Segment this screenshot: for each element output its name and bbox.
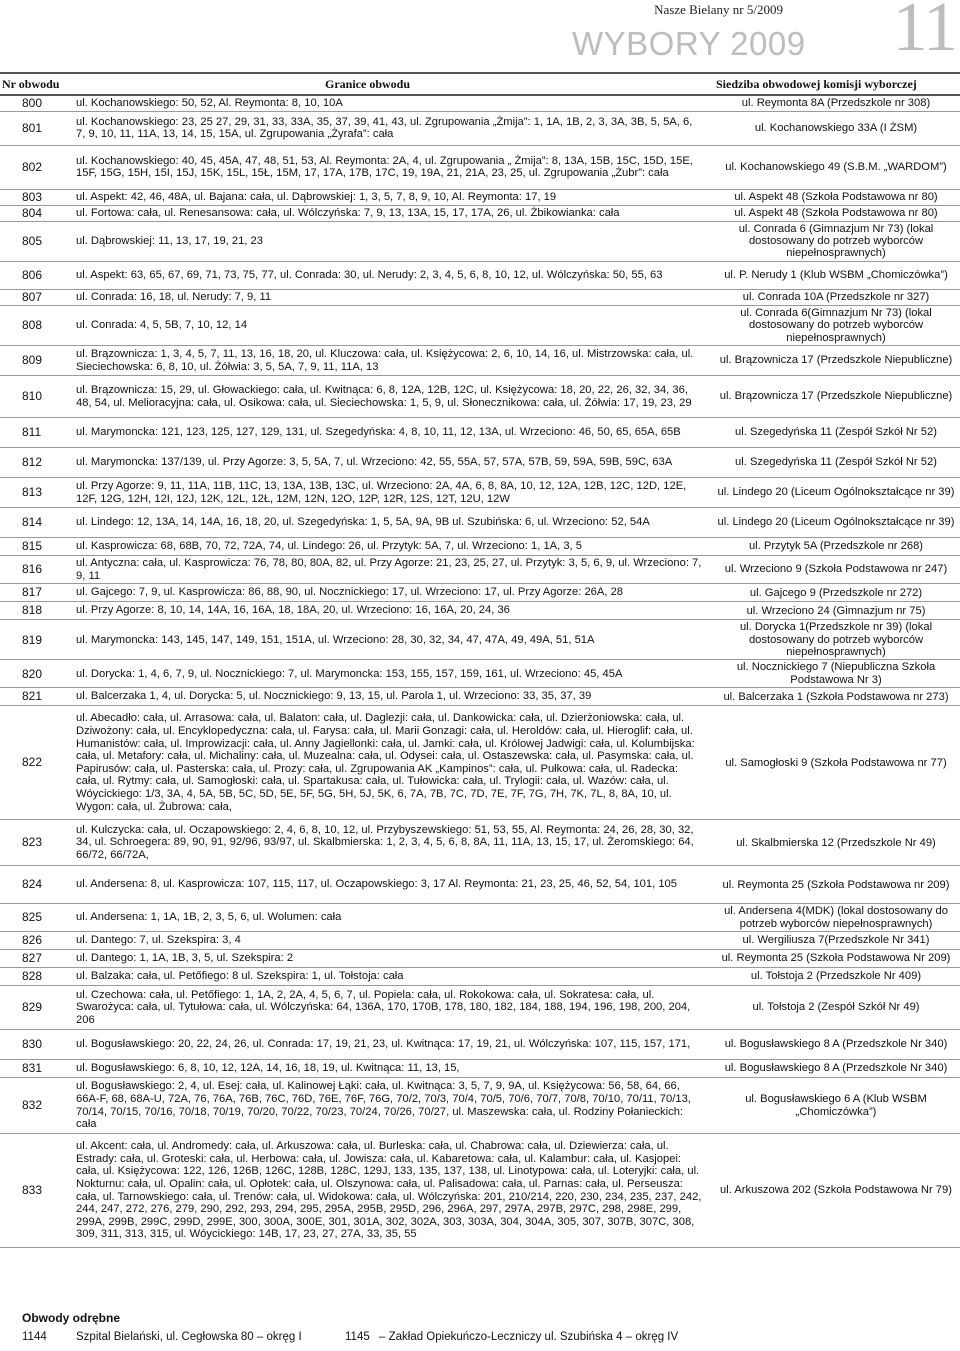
commission-location: ul. Brązownicza 17 (Przedszkole Niepubliczne) [712,346,960,376]
table-row [0,950,960,968]
commission-location: ul. Dorycka 1(Przedszkole nr 39) (lokal dostosowany do potrzeb wyborców niepełnosprawnych) [712,620,960,660]
table-row [0,448,960,478]
district-number: 805 [0,221,70,261]
table-row [0,968,960,986]
commission-location: ul. Nocznickiego 7 (Niepubliczna Szkoła Podstawowa Nr 3) [712,660,960,688]
table-row [0,478,960,508]
district-boundaries: ul. Aspekt: 63, 65, 67, 69, 71, 73, 75, 77, ul. Conrada: 30, ul. Nerudy: 2, 3, 4, 5, 6, 8, 10, 12, ul. Wólczyńska: 50, 55, 63 [70,261,712,289]
district-boundaries: ul. Conrada: 16, 18, ul. Nerudy: 7, 9, 11 [70,289,712,305]
table-row [0,261,960,289]
district-number: 819 [0,620,70,660]
table-row [0,932,960,950]
district-number: 825 [0,904,70,932]
district-number: 806 [0,261,70,289]
table-row [0,538,960,556]
page-number: 11 [892,0,956,66]
commission-location: ul. Reymonta 25 (Szkoła Podstawowa Nr 209) [712,950,960,968]
header-divider [0,72,960,74]
district-number: 814 [0,508,70,538]
table-row [0,189,960,205]
column-header-nr: Nr obwodu [2,77,60,91]
district-number: 824 [0,866,70,904]
table-row [0,820,960,866]
table-row [0,418,960,448]
table-row [0,866,960,904]
district-number: 829 [0,986,70,1030]
district-number: 812 [0,448,70,478]
district-number: 811 [0,418,70,448]
district-boundaries: ul. Brązownicza: 15, 29, ul. Głowackiego: cała, ul. Kwitnąca: 6, 8, 12A, 12B, 12C, ul. Księżycowa: 18, 20, 22, 26, 32, 34, 36, 48, 54, ul. Melioracyjna: cała, ul. Osikowa: cała, ul. Sieciechowska: 1, 5, 9, ul. Słonecznikowa: cała, ul. Żółwia: 17, 19, 23, 29 [70,376,712,418]
district-boundaries: ul. Bogusławskiego: 6, 8, 10, 12, 12A, 14, 16, 18, 19, ul. Kwitnąca: 11, 13, 15, [70,1060,712,1078]
district-boundaries: ul. Brązownicza: 1, 3, 4, 5, 7, 11, 13, 16, 18, 20, ul. Kluczowa: cała, ul. Księżycowa: 2, 6, 10, 14, 16, ul. Mistrzowska: cała, ul. Sieciechowska: 6, 8, 10, ul. Żółwia: 3, 5, 5A, 7, 9, 11, 11A, 13 [70,346,712,376]
commission-location: ul. Conrada 10A (Przedszkole nr 327) [712,289,960,305]
commission-location: ul. Bogusławskiego 6 A (Klub WSBM „Chomiczówka”) [712,1078,960,1134]
table-row [0,508,960,538]
district-boundaries: ul. Kochanowskiego: 50, 52, Al. Reymonta: 8, 10, 10A [70,95,712,111]
commission-location: ul. Andersena 4(MDK) (lokal dostosowany do potrzeb wyborców niepełnosprawnych) [712,904,960,932]
district-number: 813 [0,478,70,508]
commission-location: ul. Brązownicza 17 (Przedszkole Niepubliczne) [712,376,960,418]
district-number: 815 [0,538,70,556]
commission-location: ul. P. Nerudy 1 (Klub WSBM „Chomiczówka”) [712,261,960,289]
district-number: 803 [0,189,70,205]
district-boundaries: ul. Andersena: 1, 1A, 1B, 2, 3, 5, 6, ul. Wolumen: cała [70,904,712,932]
district-boundaries: ul. Kasprowicza: 68, 68B, 70, 72, 72A, 74, ul. Lindego: 26, ul. Przytyk: 5A, 7, ul. Wrzeciono: 1, 1A, 3, 5 [70,538,712,556]
commission-location: ul. Conrada 6 (Gimnazjum Nr 73) (lokal dostosowany do potrzeb wyborców niepełnosprawnych) [712,221,960,261]
district-number: 808 [0,305,70,345]
table-row [0,95,960,111]
table-row [0,289,960,305]
commission-location: ul. Lindego 20 (Liceum Ogólnokształcące nr 39) [712,478,960,508]
district-number: 820 [0,660,70,688]
commission-location: ul. Aspekt 48 (Szkoła Podstawowa nr 80) [712,205,960,221]
district-boundaries: ul. Marymoncka: 137/139, ul. Przy Agorze: 3, 5, 5A, 7, ul. Wrzeciono: 42, 55, 55A, 57, 57A, 57B, 59, 59A, 59B, 59C, 63A [70,448,712,478]
commission-location: ul. Tołstoja 2 (Zespół Szkół Nr 49) [712,986,960,1030]
commission-location: ul. Balcerzaka 1 (Szkoła Podstawowa nr 273) [712,688,960,706]
commission-location: ul. Reymonta 25 (Szkoła Podstawowa nr 209) [712,866,960,904]
district-boundaries: ul. Fortowa: cała, ul. Renesansowa: cała, ul. Wólczyńska: 7, 9, 13, 13A, 15, 17, 17A, 26, ul. Żbikowianka: cała [70,205,712,221]
column-header-siedziba: Siedziba obwodowej komisji wyborczej [716,77,917,91]
district-boundaries: ul. Kochanowskiego: 40, 45, 45A, 47, 48, 51, 53, Al. Reymonta: 2A, 4, ul. Zgrupowania „ Żmija”: 8, 13A, 15B, 15C, 15D, 15E, 15F, 15G, 15H, 15I, 15J, 15K, 15L, 15Ł, 15M, 17, 17A, 17B, 17C, 19, 19A, 21, 21A, 23, 25, ul. Zgrupowania „Żubr”: cała [70,145,712,189]
district-number: 828 [0,968,70,986]
footer-item-text: Szpital Bielański, ul. Cegłowska 80 – okręg I [76,1331,302,1343]
table-row [0,221,960,261]
table-row [0,688,960,706]
district-number: 822 [0,706,70,820]
district-boundaries: ul. Czechowa: cała, ul. Petőfiego: 1, 1A, 2, 2A, 4, 5, 6, 7, ul. Popiela: cała, ul. Rokokowa: cała, ul. Sokratesa: cała, ul. Swarożyca: cała, ul. Tytułowa: cała, ul. Wólczyńska: 64, 136A, 170, 170B, 178, 180, 182, 184, 188, 194, 196, 198, 200, 204, 206 [70,986,712,1030]
table-row [0,305,960,345]
commission-location: ul. Bogusławskiego 8 A (Przedszkole Nr 340) [712,1060,960,1078]
district-number: 818 [0,602,70,620]
commission-location: ul. Przytyk 5A (Przedszkole nr 268) [712,538,960,556]
district-number: 830 [0,1030,70,1060]
district-boundaries: ul. Dantego: 7, ul. Szekspira: 3, 4 [70,932,712,950]
district-boundaries: ul. Antyczna: cała, ul. Kasprowicza: 76, 78, 80, 80A, 82, ul. Przy Agorze: 21, 23, 25, 27, ul. Przytyk: 3, 5, 6, 9, ul. Wrzeciono: 7, 9, 11 [70,556,712,584]
commission-location: ul. Tołstoja 2 (Przedszkole Nr 409) [712,968,960,986]
table-row [0,1060,960,1078]
commission-location: ul. Skalbmierska 12 (Przedszkole Nr 49) [712,820,960,866]
table-row [0,376,960,418]
table-row [0,205,960,221]
district-boundaries: ul. Bogusławskiego: 2, 4, ul. Esej: cała, ul. Kalinowej Łąki: cała, ul. Kwitnąca: 3, 5, 7, 9, 9A, ul. Księżycowa: 56, 58, 64, 66, 66A-F, 68, 68A-U, 72A, 76, 76A, 76B, 76C, 76D, 76E, 76F, 76G, 70/2, 70/3, 70/4, 70/5, 70/6, 70/7, 70/8, 70/10, 70/11, 70/13, 70/14, 70/15, 70/16, 70/18, 70/19, 70/20, 70/22, 70/23, 70/24, 70/26, 70/27, ul. Maszewska: cała, ul. Rodziny Połanieckich: cała [70,1078,712,1134]
district-boundaries: ul. Dąbrowskiej: 11, 13, 17, 19, 21, 23 [70,221,712,261]
commission-location: ul. Szegedyńska 11 (Zespół Szkół Nr 52) [712,418,960,448]
district-number: 801 [0,111,70,145]
district-boundaries: ul. Marymoncka: 121, 123, 125, 127, 129, 131, ul. Szegedyńska: 4, 8, 10, 11, 12, 13A, ul. Wrzeciono: 46, 50, 65, 65A, 65B [70,418,712,448]
commission-location: ul. Kochanowskiego 49 (S.B.M. „WARDOM”) [712,145,960,189]
district-number: 807 [0,289,70,305]
district-boundaries: ul. Kochanowskiego: 23, 25 27, 29, 31, 33, 33A, 35, 37, 39, 41, 43, ul. Zgrupowania „Żmija”: 1, 1A, 1B, 2, 3, 3A, 3B, 5, 5A, 6, 7, 9, 10, 11, 11A, 13, 14, 15, 15A, ul. Zgrupowania „Żyrafa”: cała [70,111,712,145]
district-boundaries: ul. Marymoncka: 143, 145, 147, 149, 151, 151A, ul. Wrzeciono: 28, 30, 32, 34, 47, 47A, 49, 49A, 51, 51A [70,620,712,660]
footer-item-text: – Zakład Opiekuńczo-Leczniczy ul. Szubińska 4 – okręg IV [379,1331,679,1343]
district-boundaries: ul. Przy Agorze: 9, 11, 11A, 11B, 11C, 13, 13A, 13B, 13C, ul. Wrzeciono: 2A, 4A, 6, 8, 8A, 10, 12, 12A, 12B, 12C, 12D, 12E, 12F, 12G, 12H, 12I, 12J, 12K, 12L, 12Ł, 12M, 12N, 12O, 12P, 12R, 12S, 12T, 12U, 12W [70,478,712,508]
table-row [0,706,960,820]
district-number: 833 [0,1134,70,1248]
district-boundaries: ul. Dorycka: 1, 4, 6, 7, 9, ul. Nocznickiego: 7, ul. Marymoncka: 153, 155, 157, 159, 161, ul. Wrzeciono: 45, 45A [70,660,712,688]
table-row [0,1030,960,1060]
footer-item-nr: 1145 [345,1331,370,1343]
district-number: 827 [0,950,70,968]
commission-location: ul. Lindego 20 (Liceum Ogólnokształcące nr 39) [712,508,960,538]
table-row [0,556,960,584]
commission-location: ul. Wrzeciono 24 (Gimnazjum nr 75) [712,602,960,620]
district-boundaries: ul. Balcerzaka 1, 4, ul. Dorycka: 5, ul. Nocznickiego: 9, 13, 15, ul. Parola 1, ul. Wrzeciono: 33, 35, 37, 39 [70,688,712,706]
table-row [0,584,960,602]
district-boundaries: ul. Przy Agorze: 8, 10, 14, 14A, 16, 16A, 18, 18A, 20, ul. Wrzeciono: 16, 16A, 20, 24, 36 [70,602,712,620]
table-row [0,1078,960,1134]
commission-location: ul. Reymonta 8A (Przedszkole nr 308) [712,95,960,111]
district-number: 832 [0,1078,70,1134]
commission-location: ul. Conrada 6(Gimnazjum Nr 73) (lokal dostosowany do potrzeb wyborców niepełnosprawnych) [712,305,960,345]
district-boundaries: ul. Abecadło: cała, ul. Arrasowa: cała, ul. Balaton: cała, ul. Daglezji: cała, ul. Dankowicka: cała, ul. Dzierżoniowska: cała, ul. Dziwożony: cała, ul. Encyklopedyczna: cała, ul. Farysa: cała, ul. Marii Gonzagi: cała, ul. Heroldów: cała, ul. Hieroglif: cała, ul. Humanistów: cała, ul. Improwizacji: cała, ul. Anny Jagiellonki: cała, ul. Jamki: cała, ul. Królowej Jadwigi: cała, ul. Kolumbijska: cała, ul. Metafory: cała, ul. Michaliny: cała, ul. Muzealna: cała, ul. Odysei: cała, ul. Ostaszewska: cała, ul. Pasymska: cała, ul. Papirusów: cała, ul. Pasterska: cała, ul. Prozy: cała, ul. Zgrupowania AK „Kampinos”: cała, ul. Pułkowa: cała, ul. Radecka: cała, ul. Rytmy: cała, ul. Samogłoski: cała, ul. Spartakusa: cała, ul. Tułowicka: cała, ul. Trylogii: cała, ul. Wazów: cała, ul. Wóycickiego: 1/3, 3A, 4, 5A, 5B, 5C, 5D, 5E, 5F, 5G, 5H, 5J, 5K, 6, 7A, 7B, 7C, 7D, 7E, 7F, 7G, 7H, 7K, 7L, 8, 8A, 10, ul. Wygon: cała, ul. Żubrowa: cała, [70,706,712,820]
district-number: 826 [0,932,70,950]
table-row [0,111,960,145]
footer-item-nr: 1144 [22,1331,47,1343]
issue-label: Nasze Bielany nr 5/2009 [654,2,783,17]
district-boundaries: ul. Conrada: 4, 5, 5B, 7, 10, 12, 14 [70,305,712,345]
commission-location: ul. Gajcego 9 (Przedszkole nr 272) [712,584,960,602]
commission-location: ul. Samogłoski 9 (Szkoła Podstawowa nr 77) [712,706,960,820]
district-number: 804 [0,205,70,221]
footer-title: Obwody odrębne [22,1311,121,1325]
table-row [0,145,960,189]
district-number: 831 [0,1060,70,1078]
commission-location: ul. Bogusławskiego 8 A (Przedszkole Nr 340) [712,1030,960,1060]
district-number: 817 [0,584,70,602]
district-boundaries: ul. Bogusławskiego: 20, 22, 24, 26, ul. Conrada: 17, 19, 21, 23, ul. Kwitnąca: 17, 19, 21, ul. Wólczyńska: 107, 115, 157, 171, [70,1030,712,1060]
column-header-granice: Granice obwodu [325,77,411,91]
district-number: 810 [0,376,70,418]
district-boundaries: ul. Kulczycka: cała, ul. Oczapowskiego: 2, 4, 6, 8, 10, 12, ul. Przybyszewskiego: 51, 53, 55, Al. Reymonta: 24, 26, 28, 30, 32, 34, ul. Schroegera: 89, 90, 91, 92/96, 93/97, ul. Skalbmierska: 1, 2, 3, 4, 5, 6, 8, 8A, 11, 11A, 13, 15, 17, ul. Żeromskiego: 64, 66/72, 66/72A, [70,820,712,866]
table-row [0,986,960,1030]
table-row [0,620,960,660]
district-boundaries: ul. Lindego: 12, 13A, 14, 14A, 16, 18, 20, ul. Szegedyńska: 1, 5, 5A, 9A, 9B ul. Szubińska: 6, ul. Wrzeciono: 52, 54A [70,508,712,538]
district-number: 816 [0,556,70,584]
commission-location: ul. Wrzeciono 9 (Szkoła Podstawowa nr 247) [712,556,960,584]
district-boundaries: ul. Andersena: 8, ul. Kasprowicza: 107, 115, 117, ul. Oczapowskiego: 3, 17 Al. Reymonta: 21, 23, 25, 46, 52, 54, 101, 105 [70,866,712,904]
commission-location: ul. Arkuszowa 202 (Szkoła Podstawowa Nr 79) [712,1134,960,1248]
district-boundaries: ul. Balzaka: cała, ul. Petőfiego: 8 ul. Szekspira: 1, ul. Tołstoja: cała [70,968,712,986]
district-boundaries: ul. Akcent: cała, ul. Andromedy: cała, ul. Arkuszowa: cała, ul. Burleska: cała, ul. Chabrowa: cała, ul. Dziewierza: cała, ul. Estrady: cała, ul. Groteski: cała, ul. Herbowa: cała, ul. Jowisza: cała, ul. Kabaretowa: cała, ul. Kalambur: cała, ul. Kasjopei: cała, ul. Księżycowa: 122, 126, 126B, 126C, 128B, 128C, 129J, 133, 135, 137, 138, ul. Linotypowa: cała, ul. Loteryjki: cała, ul. Nokturnu: cała, ul. Opalin: cała, ul. Opłotek: cała, ul. Olszynowa: cała, ul. Palisadowa: cała, ul. Parnas: cała, ul. Perseusza: cała, ul. Tarnowskiego: cała, ul. Trenów: cała, ul. Widokowa: cała, ul. Wólczyńska: 201, 210/214, 220, 230, 234, 235, 237, 242, 244, 247, 272, 276, 279, 290, 292, 293, 294, 295, 295A, 295B, 295D, 296, 296A, 297, 297A, 297B, 297C, 298, 298E, 299, 299A, 299B, 299C, 299D, 299E, 300, 300A, 300E, 301, 301A, 302, 302A, 303, 303A, 304, 304A, 305, 307, 307B, 307C, 308, 309, 311, 313, 315, ul. Wóycickiego: 14B, 17, 23, 27, 27A, 33, 35, 55 [70,1134,712,1248]
table-row [0,660,960,688]
commission-location: ul. Szegedyńska 11 (Zespół Szkół Nr 52) [712,448,960,478]
page-title: WYBORY 2009 [572,25,806,62]
district-number: 821 [0,688,70,706]
table-row [0,904,960,932]
district-boundaries: ul. Gajcego: 7, 9, ul. Kasprowicza: 86, 88, 90, ul. Nocznickiego: 17, ul. Wrzeciono: 17, ul. Przy Agorze: 26A, 28 [70,584,712,602]
districts-table [0,94,960,1248]
district-boundaries: ul. Aspekt: 42, 46, 48A, ul. Bajana: cała, ul. Dąbrowskiej: 1, 3, 5, 7, 8, 9, 10, Al. Reymonta: 17, 19 [70,189,712,205]
district-number: 800 [0,95,70,111]
district-number: 802 [0,145,70,189]
table-row [0,602,960,620]
table-row [0,346,960,376]
commission-location: ul. Wergiliusza 7(Przedszkole Nr 341) [712,932,960,950]
district-boundaries: ul. Dantego: 1, 1A, 1B, 3, 5, ul. Szekspira: 2 [70,950,712,968]
district-number: 823 [0,820,70,866]
commission-location: ul. Kochanowskiego 33A (I ŻSM) [712,111,960,145]
commission-location: ul. Aspekt 48 (Szkoła Podstawowa nr 80) [712,189,960,205]
district-number: 809 [0,346,70,376]
table-row [0,1134,960,1248]
